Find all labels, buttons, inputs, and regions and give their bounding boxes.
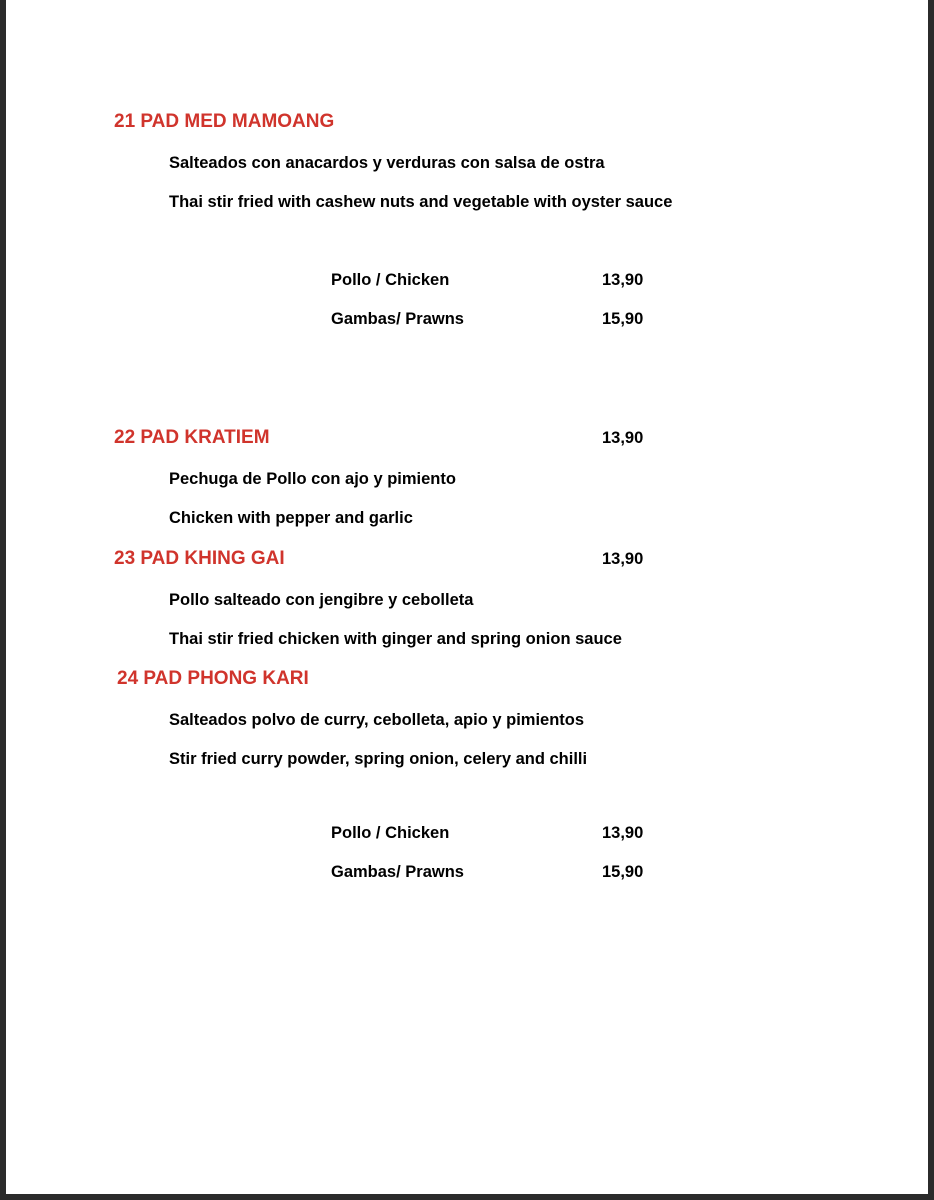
item-24-option-chicken-label: Pollo / Chicken — [331, 824, 450, 842]
menu-page — [6, 0, 928, 1194]
item-24-option-chicken-price: 13,90 — [602, 824, 644, 842]
item-24-option-prawns-label: Gambas/ Prawns — [331, 863, 464, 881]
item-24-desc-es: Salteados polvo de curry, cebolleta, apio y pimientos — [169, 711, 585, 729]
item-21-title: 21 PAD MED MAMOANG — [114, 111, 335, 132]
item-23-title: 23 PAD KHING GAI — [114, 548, 285, 569]
item-21-option-prawns-price: 15,90 — [602, 310, 644, 328]
item-21-option-chicken-label: Pollo / Chicken — [331, 271, 450, 289]
item-24-title: 24 PAD PHONG KARI — [117, 668, 309, 689]
item-24-desc-en: Stir fried curry powder, spring onion, celery and chilli — [169, 750, 588, 768]
item-21-desc-en: Thai stir fried with cashew nuts and vegetable with oyster sauce — [169, 193, 673, 211]
item-23-desc-es: Pollo salteado con jengibre y cebolleta — [169, 591, 474, 609]
item-22-desc-en: Chicken with pepper and garlic — [169, 509, 413, 527]
item-22-price: 13,90 — [602, 429, 644, 447]
item-21-desc-es: Salteados con anacardos y verduras con salsa de ostra — [169, 154, 605, 172]
item-22-title: 22 PAD KRATIEM — [114, 427, 270, 448]
item-21-option-chicken-price: 13,90 — [602, 271, 644, 289]
item-23-desc-en: Thai stir fried chicken with ginger and spring onion sauce — [169, 630, 622, 648]
item-22-desc-es: Pechuga de Pollo con ajo y pimiento — [169, 470, 456, 488]
item-21-option-prawns-label: Gambas/ Prawns — [331, 310, 464, 328]
item-23-price: 13,90 — [602, 550, 644, 568]
item-24-option-prawns-price: 15,90 — [602, 863, 644, 881]
